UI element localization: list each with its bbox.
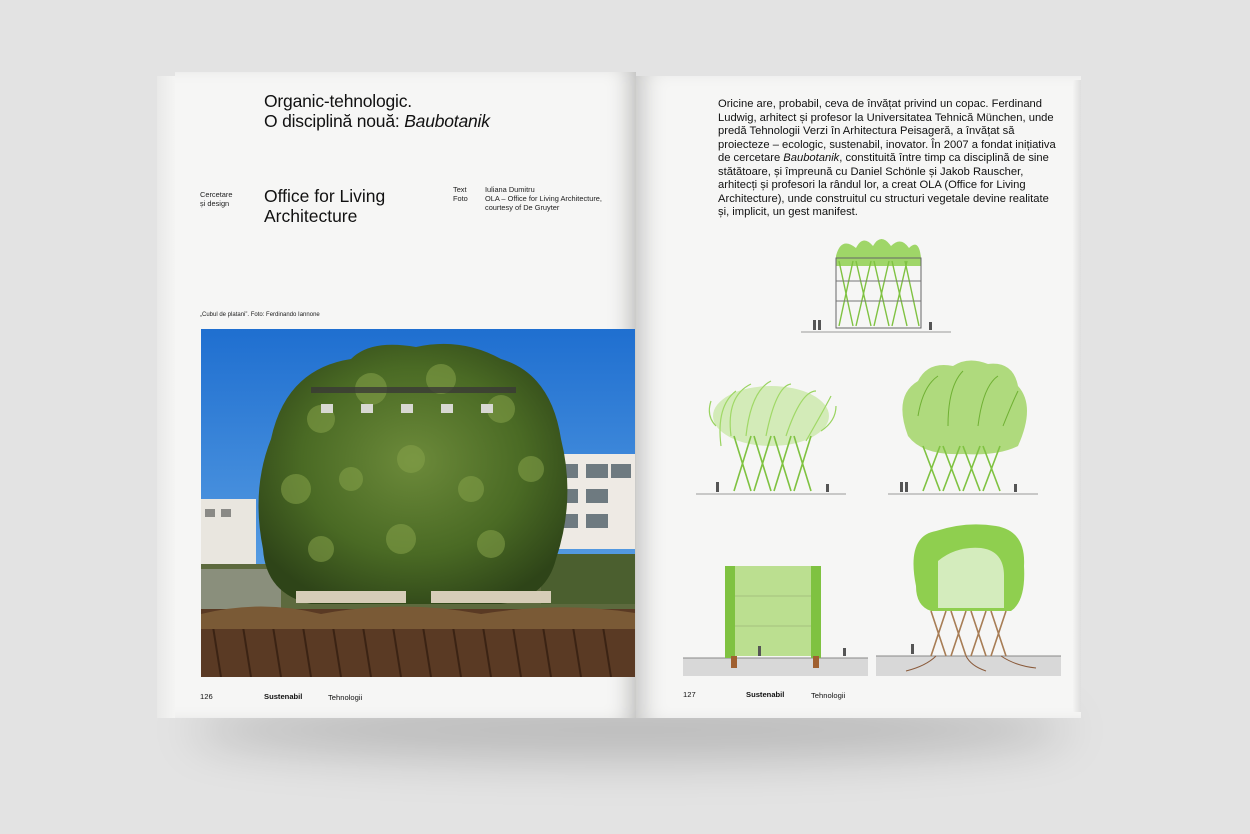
- title-line-2-italic: Baubotanik: [404, 111, 490, 131]
- credit-text-value: Iuliana Dumitru: [485, 185, 535, 194]
- credit-values: [485, 185, 602, 212]
- credit-text-label: Text: [453, 185, 467, 194]
- section-label: [200, 190, 232, 208]
- credit-labels: [453, 185, 468, 203]
- right-page-number: 127: [683, 690, 696, 699]
- article-body: [718, 98, 1058, 220]
- left-footer-section-text: Sustenabil: [264, 692, 303, 701]
- open-magazine: [157, 72, 1081, 720]
- photo-image: [201, 329, 635, 677]
- title-line-2: [264, 111, 490, 131]
- credit-foto-value-line-2: courtesy of De Gruyter: [485, 203, 560, 212]
- drawing-cube-young: [696, 376, 846, 496]
- body-italic: Baubotanik: [783, 152, 840, 164]
- drawing-facade-section: [683, 546, 868, 676]
- credit-foto-label: Foto: [453, 194, 468, 203]
- drawing-elevated-canopy: [876, 516, 1061, 676]
- section-label-line-1: Cercetare: [200, 190, 233, 199]
- photo-caption: „Cubul de platani”. Foto: Ferdinando Iannone: [200, 312, 320, 318]
- body-part-2: , constituită între timp ca disciplină de sine stătătoare, și împreună cu Daniel Schönle și Jakob Rauscher, arhitecți și profesori la rândul lor, a creat OLA (Office for Living Architecture), unde construitul cu structuri vegetale devine realitate și, implicit, un gest manifest.: [718, 152, 1049, 218]
- drawing-cube-mature: [888, 356, 1038, 496]
- right-footer-section-text: Sustenabil: [746, 690, 785, 699]
- title-line-1: Organic-tehnologic.: [264, 91, 412, 111]
- right-footer-category: Tehnologii: [811, 691, 846, 700]
- article-subtitle: [264, 186, 385, 226]
- left-page-number: 126: [200, 692, 213, 701]
- left-page: [175, 72, 636, 718]
- right-footer-section: [746, 690, 784, 699]
- section-label-line-2: și design: [200, 199, 230, 208]
- left-footer-section: [264, 692, 302, 701]
- plane-tree-cube-photo: [201, 329, 635, 677]
- article-title: [264, 91, 490, 131]
- right-page-edge: [1073, 80, 1081, 712]
- drawing-cube-elevation: [801, 236, 951, 334]
- right-page: [636, 76, 1081, 718]
- subtitle-line-1: Office for Living: [264, 186, 386, 206]
- title-line-2-prefix: O disciplină nouă:: [264, 111, 405, 131]
- left-footer-category: Tehnologii: [328, 693, 363, 702]
- subtitle-line-2: Architecture: [264, 206, 358, 226]
- body-part-1: Oricine are, probabil, ceva de învățat privind un copac. Ferdinand Ludwig, arhitect și profesor la Universitatea Tehnică München, unde predă Tehnologii Verzi în Arhitectura Peisageră, a învățat să proiecteze – ecologic, sustenabil, inovator. În 2007 a fondat inițiativa de cercetare: [718, 98, 1056, 164]
- credit-foto-value-line-1: OLA – Office for Living Architecture,: [485, 194, 602, 203]
